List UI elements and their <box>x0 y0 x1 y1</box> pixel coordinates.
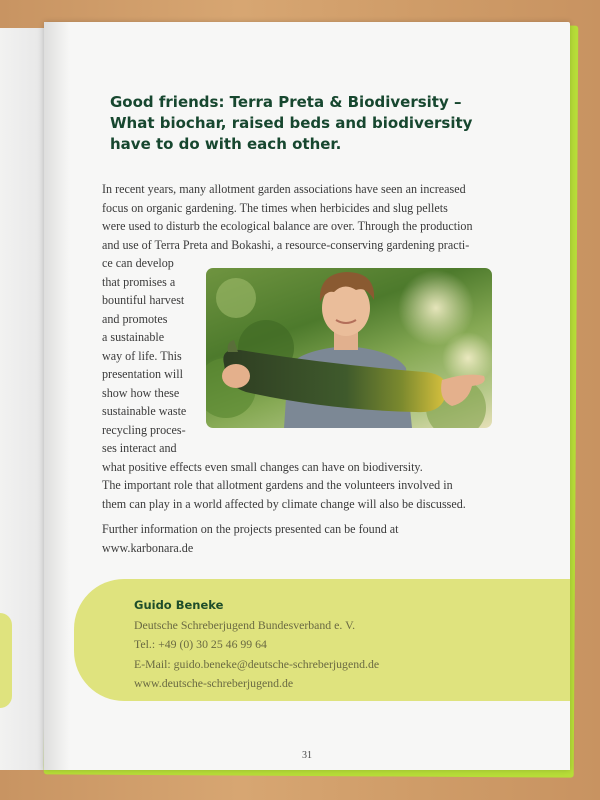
body-line: ce can develop <box>102 256 174 270</box>
contact-name: Guido Beneke <box>134 598 224 612</box>
body-line: and use of Terra Preta and Bokashi, a resource-conserving gardening practi- <box>102 237 470 252</box>
wrap-line: bountiful harvest <box>102 293 185 307</box>
further-info <box>102 520 522 558</box>
brochure-page <box>44 22 570 770</box>
photo-illustration <box>206 268 492 428</box>
body-line: The important role that allotment gardens and the volunteers involved in <box>102 478 453 492</box>
wrap-line: and promotes <box>102 311 168 326</box>
body-line: were used to disturb the ecological balance are over. Through the production <box>102 219 473 233</box>
title-line: have to do with each other. <box>110 135 342 153</box>
contact-phone: Tel.: +49 (0) 30 25 46 99 64 <box>134 637 267 651</box>
title-line: What biochar, raised beds and biodiversity <box>110 114 473 132</box>
body-line: focus on organic gardening. The times when herbicides and slug pellets <box>102 200 448 215</box>
title-line: Good friends: Terra Preta & Biodiversity – <box>110 93 462 111</box>
wrap-line: show how these <box>102 385 180 400</box>
boy-with-zucchini-photo <box>206 268 492 428</box>
article-title <box>110 92 490 155</box>
wrap-line: that promises a <box>102 274 176 289</box>
wrap-line: sustainable waste <box>102 404 187 418</box>
contact-email[interactable]: E-Mail: guido.beneke@deutsche-schreberjugend.de <box>134 656 380 671</box>
body-line: them can play in a world affected by climate change will also be discussed. <box>102 496 466 511</box>
wrap-line: recycling proces- <box>102 422 186 437</box>
wrap-line: way of life. This <box>102 348 182 363</box>
contact-website[interactable]: www.deutsche-schreberjugend.de <box>134 676 294 690</box>
website-link[interactable]: www.karbonara.de <box>102 541 194 555</box>
wrap-line: presentation will <box>102 367 183 381</box>
spine-shadow <box>44 22 70 770</box>
contact-block <box>134 596 534 694</box>
left-page-color-band <box>0 613 12 708</box>
wrap-line: ses interact and <box>102 441 177 455</box>
further-line: Further information on the projects presented can be found at <box>102 522 399 536</box>
body-line: what positive effects even small changes can have on biodiversity. <box>102 459 423 474</box>
contact-organization: Deutsche Schreberjugend Bundesverband e. V. <box>134 617 356 632</box>
body-line: In recent years, many allotment garden associations have seen an increased <box>102 182 466 196</box>
page-number: 31 <box>302 750 312 761</box>
wrap-line: a sustainable <box>102 330 165 344</box>
